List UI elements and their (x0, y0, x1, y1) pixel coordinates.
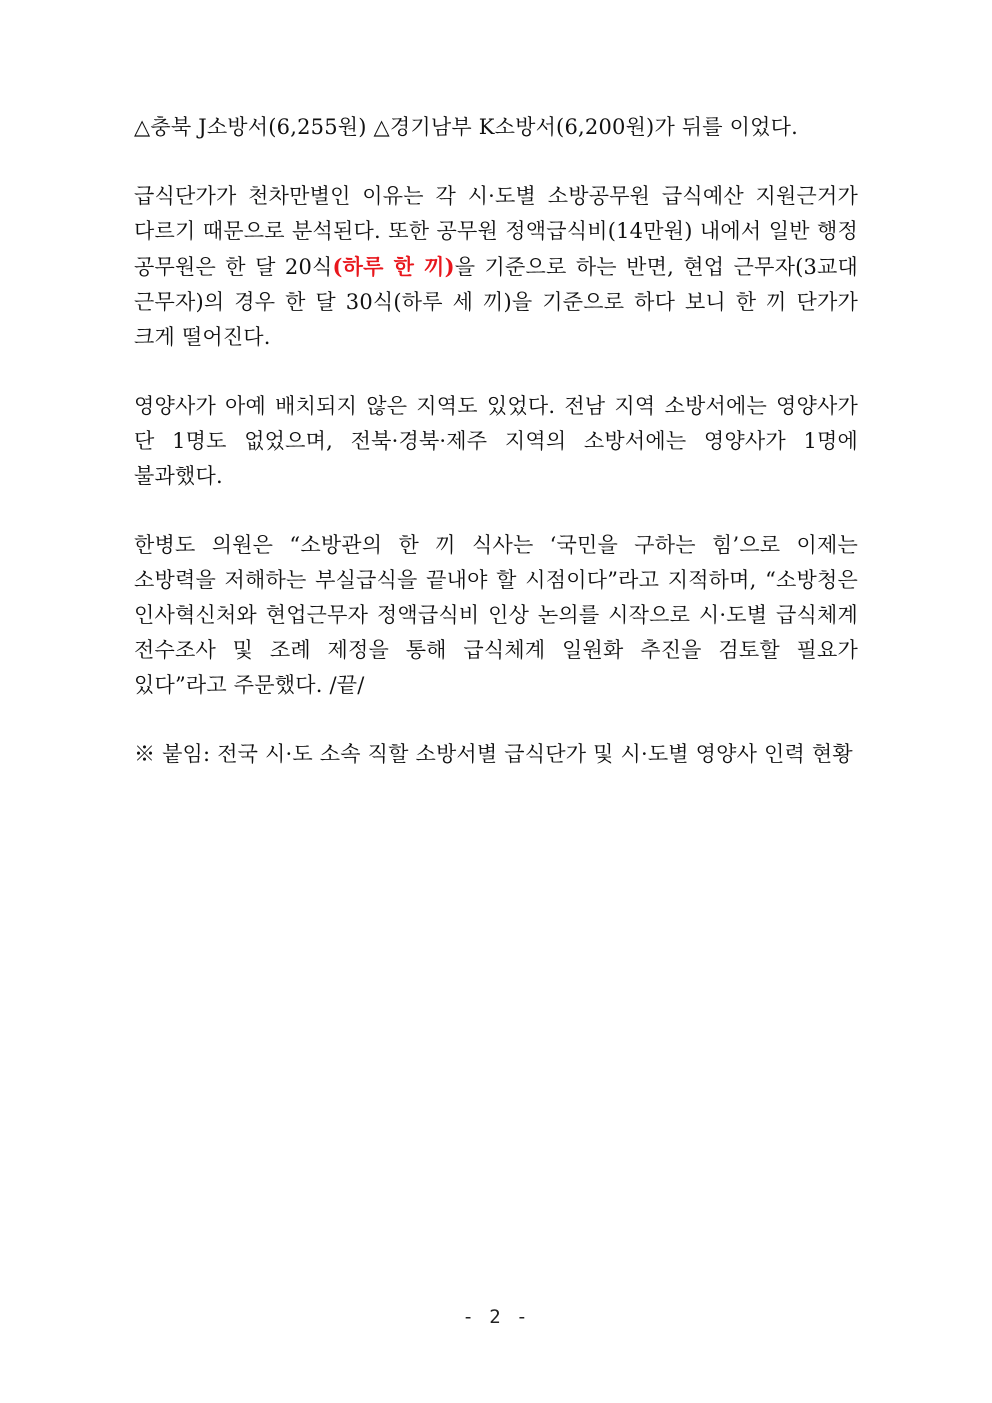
paragraph-lawmaker-quote: 한병도 의원은 “소방관의 한 끼 식사는 ‘국민을 구하는 힘’으로 이제는 소방력을 저해하는 부실급식을 끝내야 할 시점이다”라고 지적하며, “소방청은 인사혁신처와 현업근무자 정액급식비 인상 논의를 시작으로 시·도별 급식체계 전수조사 및 조례 제정을 통해 급식체계 일원화 추진을 검토할 필요가 있다”라고 주문했다. /끝/ (134, 533, 858, 697)
paragraph-meal-cost-reason (134, 179, 858, 355)
paragraph-ranking-continuation: △충북 J소방서(6,255원) △경기남부 K소방서(6,200원)가 뒤를 이었다. (134, 115, 798, 139)
page-number: - 2 - (462, 1306, 530, 1328)
attachment-note: ※ 붙임: 전국 시·도 소속 직할 소방서별 급식단가 및 시·도별 영양사 인력 현황 (134, 742, 853, 766)
paragraph-meal-cost-reason-text-before: 급식단가가 천차만별인 이유는 각 시·도별 소방공무원 급식예산 지원근거가 다르기 때문으로 분석된다. 또한 공무원 정액급식비(14만원) 내에서 일반 행정 공무원은 한 달 20식 (134, 184, 858, 279)
document-body (134, 110, 858, 772)
highlighted-phrase-one-meal: (하루 한 끼) (332, 254, 455, 279)
paragraph-nutritionist-shortage: 영양사가 아예 배치되지 않은 지역도 있었다. 전남 지역 소방서에는 영양사가 단 1명도 없었으며, 전북·경북·제주 지역의 소방서에는 영양사가 1명에 불과했다. (134, 394, 858, 488)
paragraph-meal-cost-reason-text-after: 을 기준으로 하는 반면, 현업 근무자(3교대 근무자)의 경우 한 달 30식(하루 세 끼)을 기준으로 하다 보니 한 끼 단가가 크게 떨어진다. (134, 255, 859, 349)
